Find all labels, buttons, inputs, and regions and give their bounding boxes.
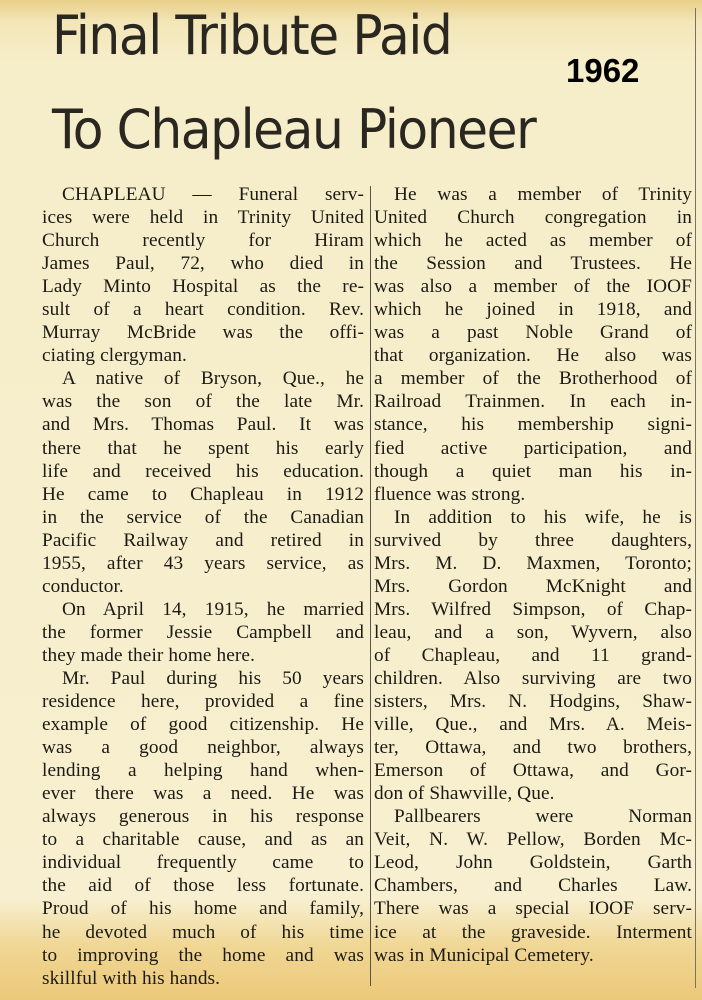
article-text-line: James Paul, 72, who died in xyxy=(42,253,364,275)
article-text-line: sisters, Mrs. N. Hodgins, Shaw- xyxy=(374,691,692,713)
article-text-line: Mr. Paul during his 50 years xyxy=(62,667,364,689)
article-text-line: On April 14, 1915, he married xyxy=(62,598,364,620)
article-text-line: Emerson of Ottawa, and Gor- xyxy=(374,760,692,782)
article-text-line: He came to Chapleau in 1912 xyxy=(42,483,364,505)
article-text-line: ices were held in Trinity United xyxy=(42,207,364,229)
clipping-edge xyxy=(695,8,696,988)
article-text-line: he devoted much of his time xyxy=(42,921,364,943)
article-text-line: to a charitable cause, and as an xyxy=(42,829,364,851)
article-text-line: 1955, after 43 years service, as xyxy=(42,552,364,574)
article-text-line: always generous in his response xyxy=(42,806,364,828)
article-text-line: they made their home here. xyxy=(42,644,255,666)
article-text-line: In addition to his wife, he is xyxy=(394,506,692,528)
article-text-line: which he acted as member of xyxy=(374,230,692,252)
article-text-line: ever there was a need. He was xyxy=(42,783,364,805)
article-text-line: was a good neighbor, always xyxy=(42,737,364,759)
article-text-line: conductor. xyxy=(42,575,124,597)
article-text-line: there that he spent his early xyxy=(42,437,364,459)
article-text-line: Leod, John Goldstein, Garth xyxy=(374,852,692,874)
article-text-line: Mrs. M. D. Maxmen, Toronto; xyxy=(374,552,692,574)
article-text-line: lending a helping hand when- xyxy=(42,760,364,782)
article-text-line: sult of a heart condition. Rev. xyxy=(42,299,364,321)
article-text-line: the former Jessie Campbell and xyxy=(42,621,364,643)
article-text-line: and Mrs. Thomas Paul. It was xyxy=(42,414,364,436)
article-text-line: fied active participation, and xyxy=(374,437,692,459)
article-text-line: ville, Que., and Mrs. A. Meis- xyxy=(374,714,692,736)
article-text-line: was the son of the late Mr. xyxy=(42,391,364,413)
article-text-line: ter, Ottawa, and two brothers, xyxy=(374,737,692,759)
article-text-line: Pacific Railway and retired in xyxy=(42,529,364,551)
article-text-line: There was a special IOOF serv- xyxy=(374,898,692,920)
article-text-line: which he joined in 1918, and xyxy=(374,299,692,321)
article-text-line: Pallbearers were Norman xyxy=(394,806,692,828)
article-text-line: Church recently for Hiram xyxy=(42,230,364,252)
article-text-line: children. Also surviving are two xyxy=(374,667,692,689)
article-text-line: stance, his membership signi- xyxy=(374,414,692,436)
article-text-line: United Church congregation in xyxy=(374,207,692,229)
article-text-line: residence here, provided a fine xyxy=(42,691,364,713)
article-text-line: Proud of his home and family, xyxy=(42,898,364,920)
article-text-line: A native of Bryson, Que., he xyxy=(62,368,364,390)
article-text-line: fluence was strong. xyxy=(374,483,526,505)
article-text-line: leau, and a son, Wyvern, also xyxy=(374,621,692,643)
article-text-line: Railroad Trainmen. In each in- xyxy=(374,391,692,413)
column-divider xyxy=(370,186,371,986)
article-text-line: to improving the home and was xyxy=(42,944,364,966)
article-text-line: in the service of the Canadian xyxy=(42,506,364,528)
article-text-line: was also a member of the IOOF xyxy=(374,276,692,298)
headline-line-2: To Chapleau Pioneer xyxy=(52,98,536,161)
article-text-line: life and received his education. xyxy=(42,460,364,482)
article-text-line: CHAPLEAU — Funeral serv- xyxy=(62,184,364,205)
article-text-line: a member of the Brotherhood of xyxy=(374,368,692,390)
article-text-line: individual frequently came to xyxy=(42,852,364,874)
year-label: 1962 xyxy=(566,52,640,89)
article-text-line: Veit, N. W. Pellow, Borden Mc- xyxy=(374,829,692,851)
article-text-line: was a past Noble Grand of xyxy=(374,322,692,344)
article-text-line: don of Shawville, Que. xyxy=(374,783,555,805)
article-column-2 xyxy=(374,183,692,967)
article-text-line: was in Municipal Cemetery. xyxy=(374,944,594,966)
article-text-line: ice at the graveside. Interment xyxy=(374,921,692,943)
article-text-line: Lady Minto Hospital as the re- xyxy=(42,276,364,298)
article-text-line: of Chapleau, and 11 grand- xyxy=(374,644,692,666)
article-text-line: survived by three daughters, xyxy=(374,529,692,551)
article-text-line: the aid of those less fortunate. xyxy=(42,875,364,897)
article-text-line: example of good citizenship. He xyxy=(42,714,364,736)
article-text-line: Chambers, and Charles Law. xyxy=(374,875,692,897)
article-text-line: though a quiet man his in- xyxy=(374,460,692,482)
article-text-line: skillful with his hands. xyxy=(42,967,221,989)
article-text-line: Mrs. Wilfred Simpson, of Chap- xyxy=(374,598,692,620)
article-text-line: ciating clergyman. xyxy=(42,345,187,367)
article-text-line: He was a member of Trinity xyxy=(394,184,692,205)
headline-line-1: Final Tribute Paid xyxy=(52,4,452,67)
article-text-line: that organization. He also was xyxy=(374,345,692,367)
article-column-1 xyxy=(42,183,364,990)
article-text-line: the Session and Trustees. He xyxy=(374,253,692,275)
article-text-line: Mrs. Gordon McKnight and xyxy=(374,575,692,597)
article-text-line: Murray McBride was the offi- xyxy=(42,322,364,344)
